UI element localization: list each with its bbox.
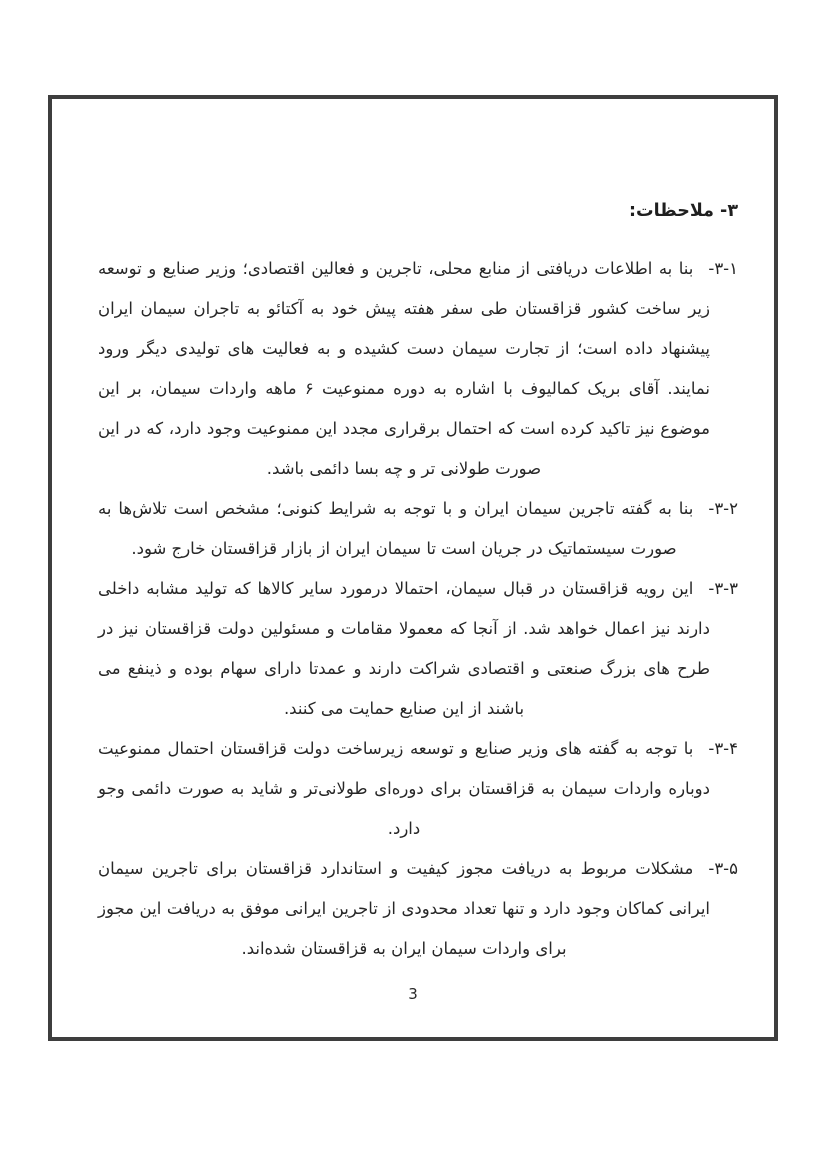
item-text: بنا به گفته تاجرین سیمان ایران و با توجه به شرایط کنونی؛ مشخص است تلاش‌ها به صورت سیستماتیک در جریان است تا سیمان ایران از بازار قزاقستان خارج شود. (98, 499, 694, 558)
item-marker: ۳-۱- (708, 259, 738, 278)
item-text: با توجه به گفته های وزیر صنایع و توسعه زیرساخت دولت قزاقستان احتمال ممنوعیت دوباره واردات سیمان به قزاقستان برای دوره‌ای طولانی‌تر و شاید به صورت دائمی وجو دارد. (98, 739, 710, 838)
document-content (52, 99, 774, 969)
page-number: 3 (408, 985, 418, 1003)
item-marker: ۳-۵- (708, 859, 738, 878)
observation-item (98, 249, 738, 489)
item-marker: ۳-۲- (708, 499, 738, 518)
page-border-frame (48, 95, 778, 1041)
item-text: مشکلات مربوط به دریافت مجوز کیفیت و استاندارد قزاقستان برای تاجرین سیمان ایرانی کماکان وجود دارد و تنها تعداد محدودی از تاجرین ایرانی موفق به دریافت این مجوز برای واردات سیمان ایران به قزاقستان شده‌اند. (98, 859, 710, 958)
observation-item (98, 729, 738, 849)
item-marker: ۳-۳- (708, 579, 738, 598)
observation-item (98, 849, 738, 969)
item-text: بنا به اطلاعات دریافتی از منابع محلی، تاجرین و فعالین اقتصادی؛ وزیر صنایع و توسعه زیر ساخت کشور قزاقستان طی سفر هفته پیش خود به آکتائو به تاجران سیمان ایران پیشنهاد داده است؛ از تجارت سیمان دست کشیده و به فعالیت های تولیدی دیگر ورود نمایند. آقای بریک کمالیوف با اشاره به دوره ممنوعیت ۶ ماهه واردات سیمان، بر این موضوع نیز تاکید کرده است که احتمال برقراری مجدد این ممنوعیت وجود دارد، که در این صورت طولانی تر و چه بسا دائمی باشد. (98, 259, 711, 478)
observation-item (98, 489, 738, 569)
section-title: ۳- ملاحظات: (629, 201, 738, 221)
item-marker: ۳-۴- (708, 739, 738, 758)
observation-item (98, 569, 738, 729)
item-text: این رویه قزاقستان در قبال سیمان، احتمالا درمورد سایر کالاها که تولید مشابه داخلی دارند نیز اعمال خواهد شد. از آنجا که معمولا مقامات و مسئولین دولت قزاقستان نیز در طرح های بزرگ صنعتی و اقتصادی شراکت دارند و عمدتا دارای سهام بوده و ذینفع می باشند از این صنایع حمایت می کنند. (98, 579, 710, 718)
